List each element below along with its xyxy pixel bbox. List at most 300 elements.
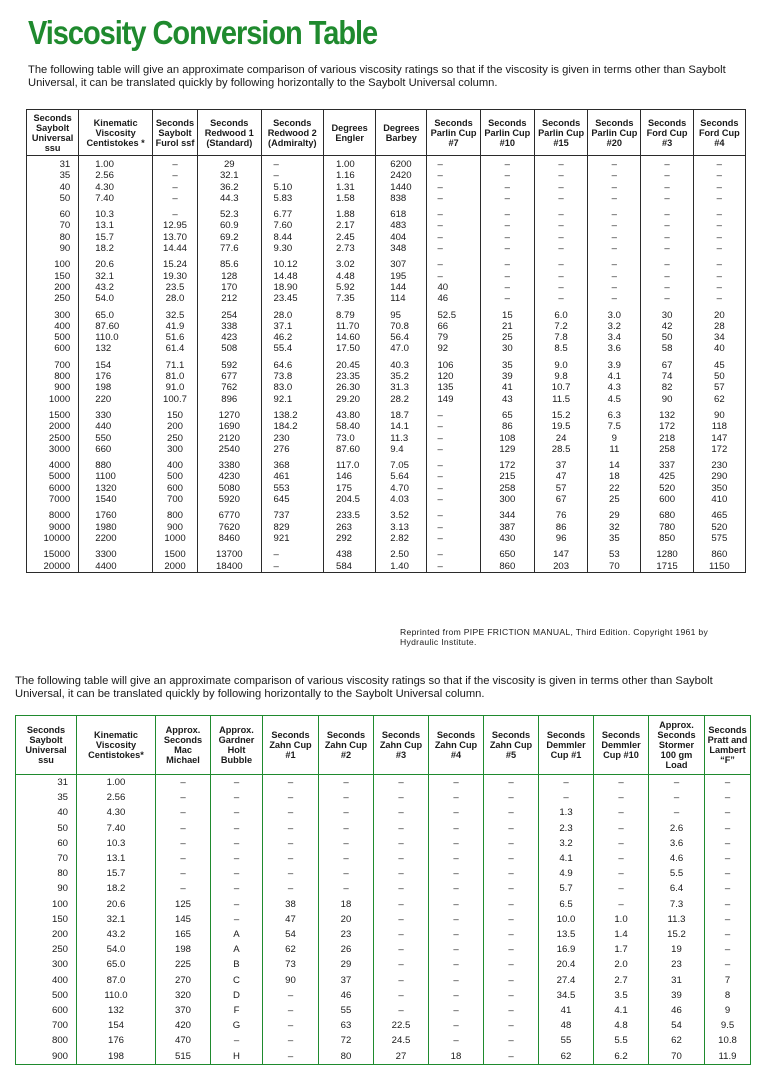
table-cell: 28.0 [152, 293, 197, 304]
table-cell: – [427, 271, 480, 282]
column-header: Seconds Saybolt Universal ssu [27, 110, 79, 156]
table-cell: 67 [534, 494, 587, 505]
table-cell: 4.8 [594, 1018, 649, 1033]
table-cell: 18 [588, 471, 641, 482]
table-cell: – [427, 544, 480, 560]
table-cell: – [534, 293, 587, 304]
table-cell: – [484, 1018, 539, 1033]
table-cell: 29 [319, 957, 374, 972]
table-cell: – [480, 232, 534, 243]
table-cell: 145 [156, 912, 211, 927]
table-cell: 404 [376, 232, 427, 243]
table-cell: 3.9 [588, 355, 641, 371]
table-cell: 31 [27, 156, 79, 171]
table-cell: – [261, 156, 323, 171]
table-cell: 7000 [27, 494, 79, 505]
table-cell: 46 [427, 293, 480, 304]
table-cell: 20.4 [539, 957, 594, 972]
table-cell: – [534, 193, 587, 204]
table-cell: – [641, 193, 693, 204]
table-cell: – [594, 805, 649, 820]
table-cell: 4.6 [649, 851, 705, 866]
column-header: Seconds Ford Cup #4 [693, 110, 745, 156]
table-cell: 258 [480, 483, 534, 494]
table-cell: 2000 [27, 421, 79, 432]
table-cell: – [427, 204, 480, 220]
table-cell: 8000 [27, 505, 79, 521]
table-cell: 56.4 [376, 332, 427, 343]
table-cell: – [263, 790, 319, 805]
table-cell: 737 [261, 505, 323, 521]
table-cell: – [374, 912, 429, 927]
table-cell: 300 [480, 494, 534, 505]
table-cell: 90 [641, 394, 693, 405]
table-cell: 24 [534, 433, 587, 444]
table-cell: – [374, 1003, 429, 1018]
table-cell: 55 [319, 1003, 374, 1018]
table-cell: 20.6 [79, 254, 153, 270]
table-cell: 86 [480, 421, 534, 432]
table-cell: – [594, 836, 649, 851]
table-cell: – [705, 866, 751, 881]
table-cell: – [480, 156, 534, 171]
table-cell: 18.7 [376, 405, 427, 421]
table-cell: 11.9 [705, 1049, 751, 1065]
table-cell: – [534, 254, 587, 270]
table-row [27, 433, 746, 444]
table-row [16, 1049, 751, 1065]
table-cell: – [705, 775, 751, 791]
table-cell: 74 [641, 371, 693, 382]
table-cell: – [427, 444, 480, 455]
table-cell: 83.0 [261, 382, 323, 393]
table-cell: 10.3 [79, 204, 153, 220]
table-row [27, 483, 746, 494]
table-cell: – [211, 881, 263, 896]
table-cell: – [480, 182, 534, 193]
table-cell: – [374, 805, 429, 820]
table-cell: 175 [324, 483, 376, 494]
table-cell: 73.0 [324, 433, 376, 444]
table-cell: – [649, 775, 705, 791]
column-header: Kinematic Viscosity Centistokes * [79, 110, 153, 156]
table-cell: 150 [16, 912, 77, 927]
table-cell: 1.00 [79, 156, 153, 171]
table-cell: 62 [539, 1049, 594, 1065]
table-row [16, 897, 751, 912]
table-cell: – [588, 220, 641, 231]
table-cell: – [705, 805, 751, 820]
table-cell: 215 [480, 471, 534, 482]
table-cell: 15 [480, 305, 534, 321]
table-cell: – [429, 988, 484, 1003]
table-cell: 600 [152, 483, 197, 494]
table-cell: 80 [16, 866, 77, 881]
table-cell: – [484, 866, 539, 881]
table-cell: – [374, 866, 429, 881]
table-cell: – [261, 544, 323, 560]
table-cell: 80 [319, 1049, 374, 1065]
table-cell: – [427, 561, 480, 573]
column-header: Seconds Pratt and Lambert “F” [705, 716, 751, 775]
table-row [16, 1018, 751, 1033]
table-cell: 31 [16, 775, 77, 791]
table-cell: – [693, 204, 745, 220]
table-cell: – [429, 836, 484, 851]
table-row [27, 371, 746, 382]
table-cell: – [534, 232, 587, 243]
table-row [16, 821, 751, 836]
column-header: Seconds Demmler Cup #1 [539, 716, 594, 775]
table-cell: 50 [641, 332, 693, 343]
table-cell: 2120 [198, 433, 262, 444]
table-cell: 23 [319, 927, 374, 942]
table-cell: 4.9 [539, 866, 594, 881]
table-cell: 144 [376, 282, 427, 293]
table-cell: 60 [16, 836, 77, 851]
table-cell: 2.50 [376, 544, 427, 560]
table-cell: – [427, 533, 480, 544]
table-cell: 19.30 [152, 271, 197, 282]
table-cell: 290 [693, 471, 745, 482]
table-cell: 7.05 [376, 455, 427, 471]
table-row [16, 881, 751, 896]
table-cell: 7.8 [534, 332, 587, 343]
table-cell: 3.2 [539, 836, 594, 851]
table-cell: 11.70 [324, 321, 376, 332]
table-cell: – [480, 271, 534, 282]
table-cell: – [705, 912, 751, 927]
table-cell: 5.92 [324, 282, 376, 293]
column-header: Seconds Parlin Cup #20 [588, 110, 641, 156]
table-cell: 15.2 [534, 405, 587, 421]
table-row [27, 394, 746, 405]
table-cell: 110.0 [77, 988, 156, 1003]
table-cell: 230 [693, 455, 745, 471]
table-cell: – [263, 988, 319, 1003]
column-header: Seconds Redwood 1 (Standard) [198, 110, 262, 156]
table-cell: 5.10 [261, 182, 323, 193]
table-cell: 19 [649, 942, 705, 957]
table-cell: 5.7 [539, 881, 594, 896]
table-cell: 147 [534, 544, 587, 560]
credit-note: Reprinted from PIPE FRICTION MANUAL, Third Edition. Copyright 1961 by Hydraulic Institute. [400, 627, 709, 647]
table-cell: 38 [263, 897, 319, 912]
table-cell: – [156, 821, 211, 836]
table-cell: 584 [324, 561, 376, 573]
table-cell: 77.6 [198, 243, 262, 254]
table-cell: 1.40 [376, 561, 427, 573]
table-cell: 2540 [198, 444, 262, 455]
table-cell: A [211, 927, 263, 942]
table-cell: 19.5 [534, 421, 587, 432]
table-row [27, 505, 746, 521]
table-cell: 9 [705, 1003, 751, 1018]
table-row [27, 533, 746, 544]
table-cell: – [429, 942, 484, 957]
table-cell: 65.0 [79, 305, 153, 321]
table-cell: 80 [27, 232, 79, 243]
table-cell: 1690 [198, 421, 262, 432]
table-cell: 292 [324, 533, 376, 544]
table-cell: 44.3 [198, 193, 262, 204]
table-cell: – [263, 866, 319, 881]
table-cell: – [693, 232, 745, 243]
table-cell: 203 [534, 561, 587, 573]
table-row [27, 355, 746, 371]
table-cell: – [693, 254, 745, 270]
table-cell: 4.30 [77, 805, 156, 820]
table-cell: 440 [79, 421, 153, 432]
table-cell: 650 [480, 544, 534, 560]
table-cell: 200 [152, 421, 197, 432]
table-cell: 24.5 [374, 1033, 429, 1048]
table-cell: 100.7 [152, 394, 197, 405]
table-cell: – [427, 471, 480, 482]
table-cell: 15.7 [77, 866, 156, 881]
table-cell: 32.5 [152, 305, 197, 321]
table-cell: 1.58 [324, 193, 376, 204]
table-cell: 3.6 [649, 836, 705, 851]
table-cell: B [211, 957, 263, 972]
table-cell: 106 [427, 355, 480, 371]
table-cell: 20 [319, 912, 374, 927]
table-cell: 8 [705, 988, 751, 1003]
table-cell: 184.2 [261, 421, 323, 432]
table-cell: 370 [156, 1003, 211, 1018]
table-cell: – [594, 775, 649, 791]
table-cell: – [429, 851, 484, 866]
table-cell: – [594, 881, 649, 896]
table-cell: 5.64 [376, 471, 427, 482]
table-cell: – [534, 182, 587, 193]
table-cell: 762 [198, 382, 262, 393]
table-cell: 46 [649, 1003, 705, 1018]
table-cell: 3000 [27, 444, 79, 455]
table-cell: – [152, 156, 197, 171]
table-cell: 35 [16, 790, 77, 805]
table-cell: – [649, 805, 705, 820]
table-cell: – [427, 220, 480, 231]
table-cell: 600 [27, 343, 79, 354]
table-cell: 4.1 [594, 1003, 649, 1018]
table-cell: 14.1 [376, 421, 427, 432]
table-cell: – [641, 232, 693, 243]
table-cell: 2.7 [594, 973, 649, 988]
table-cell: 30 [641, 305, 693, 321]
table-cell: 1.00 [324, 156, 376, 171]
table-cell: – [705, 821, 751, 836]
table-cell: 10.12 [261, 254, 323, 270]
table-cell: – [480, 293, 534, 304]
table-cell: 1.3 [539, 805, 594, 820]
table-cell: – [588, 293, 641, 304]
column-header: Degrees Engler [324, 110, 376, 156]
table-cell: 2.56 [79, 170, 153, 181]
column-header: Kinematic Viscosity Centistokes* [77, 716, 156, 775]
table-cell: – [374, 973, 429, 988]
table-cell: 176 [79, 371, 153, 382]
table-row [16, 1003, 751, 1018]
table-cell: – [484, 942, 539, 957]
table-cell: 149 [427, 394, 480, 405]
table-cell: 250 [27, 293, 79, 304]
table-cell: – [705, 851, 751, 866]
table-cell: 8.5 [534, 343, 587, 354]
table-cell: – [693, 182, 745, 193]
table-row [27, 282, 746, 293]
table-cell: – [427, 505, 480, 521]
table-2-header-row [16, 716, 751, 775]
table-cell: 300 [27, 305, 79, 321]
viscosity-table-2 [15, 715, 751, 1065]
table-row [16, 790, 751, 805]
table-row [27, 254, 746, 270]
table-cell: 40 [16, 805, 77, 820]
table-cell: 838 [376, 193, 427, 204]
table-cell: – [429, 821, 484, 836]
table-cell: 39 [649, 988, 705, 1003]
table-cell: – [427, 494, 480, 505]
table-row [27, 405, 746, 421]
table-cell: 165 [156, 927, 211, 942]
table-cell: 87.0 [77, 973, 156, 988]
table-cell: 50 [27, 193, 79, 204]
table-cell: 700 [16, 1018, 77, 1033]
table-cell: – [319, 866, 374, 881]
table-row [16, 1033, 751, 1048]
table-row [27, 444, 746, 455]
table-cell: 465 [693, 505, 745, 521]
table-cell: – [429, 912, 484, 927]
table-cell: – [641, 156, 693, 171]
table-cell: – [484, 775, 539, 791]
table-cell: 25 [588, 494, 641, 505]
table-cell: – [263, 775, 319, 791]
table-cell: – [594, 851, 649, 866]
table-cell: 700 [27, 355, 79, 371]
table-cell: 307 [376, 254, 427, 270]
table-cell: 270 [156, 973, 211, 988]
table-cell: – [641, 182, 693, 193]
table-row [27, 471, 746, 482]
table-cell: 114 [376, 293, 427, 304]
table-cell: – [693, 282, 745, 293]
table-cell: 41 [480, 382, 534, 393]
table-cell: 20.45 [324, 355, 376, 371]
table-cell: 23.35 [324, 371, 376, 382]
table-cell: – [211, 1033, 263, 1048]
table-cell: 54 [263, 927, 319, 942]
table-cell: 2.45 [324, 232, 376, 243]
table-cell: – [641, 170, 693, 181]
table-cell: 350 [693, 483, 745, 494]
table-cell: – [480, 193, 534, 204]
table-row [16, 851, 751, 866]
table-row [27, 243, 746, 254]
table-cell: 7.3 [649, 897, 705, 912]
table-cell: – [211, 790, 263, 805]
table-cell: 92.1 [261, 394, 323, 405]
column-header: Approx. Seconds Mac Michael [156, 716, 211, 775]
table-cell: 3.4 [588, 332, 641, 343]
table-cell: – [429, 973, 484, 988]
table-2-body [16, 775, 751, 1065]
table-cell: 5.5 [594, 1033, 649, 1048]
table-cell: 21 [480, 321, 534, 332]
table-cell: 520 [693, 522, 745, 533]
table-cell: – [484, 957, 539, 972]
table-row [27, 204, 746, 220]
table-cell: 13700 [198, 544, 262, 560]
table-cell: 55.4 [261, 343, 323, 354]
table-cell: – [641, 293, 693, 304]
table-cell: 28 [693, 321, 745, 332]
table-cell: 645 [261, 494, 323, 505]
table-row [27, 293, 746, 304]
column-header: Seconds Ford Cup #3 [641, 110, 693, 156]
table-cell: 5080 [198, 483, 262, 494]
table-cell: 17.50 [324, 343, 376, 354]
table-cell: 6.2 [594, 1049, 649, 1065]
table-cell: 1280 [641, 544, 693, 560]
table-cell: 95 [376, 305, 427, 321]
table-cell: – [427, 243, 480, 254]
table-cell: 6.3 [588, 405, 641, 421]
table-cell: – [156, 866, 211, 881]
column-header: Seconds Parlin Cup #7 [427, 110, 480, 156]
table-cell: G [211, 1018, 263, 1033]
table-cell: 51.6 [152, 332, 197, 343]
table-cell: 4.1 [588, 371, 641, 382]
table-cell: – [693, 156, 745, 171]
table-cell: 618 [376, 204, 427, 220]
table-cell: 67 [641, 355, 693, 371]
table-cell: 520 [641, 483, 693, 494]
table-cell: 15.7 [79, 232, 153, 243]
table-cell: 28.5 [534, 444, 587, 455]
table-row [27, 182, 746, 193]
table-cell: – [480, 220, 534, 231]
table-cell: 43.2 [77, 927, 156, 942]
table-cell: 100 [27, 254, 79, 270]
table-cell: 54.0 [79, 293, 153, 304]
table-cell: 118 [693, 421, 745, 432]
table-cell: 225 [156, 957, 211, 972]
table-cell: – [693, 271, 745, 282]
table-cell: – [211, 866, 263, 881]
table-cell: 9000 [27, 522, 79, 533]
table-cell: – [374, 988, 429, 1003]
table-cell: – [263, 1003, 319, 1018]
table-cell: 46.2 [261, 332, 323, 343]
table-cell: 800 [152, 505, 197, 521]
table-cell: 410 [693, 494, 745, 505]
table-cell: – [641, 220, 693, 231]
table-cell: – [484, 836, 539, 851]
table-cell: – [534, 204, 587, 220]
table-cell: 508 [198, 343, 262, 354]
table-cell: 500 [152, 471, 197, 482]
table-cell: 18 [319, 897, 374, 912]
table-cell: 36.2 [198, 182, 262, 193]
table-cell: – [211, 851, 263, 866]
table-cell: – [263, 836, 319, 851]
table-cell: – [263, 1049, 319, 1065]
table-cell: – [427, 232, 480, 243]
table-cell: 87.60 [79, 321, 153, 332]
column-header: Seconds Redwood 2 (Admiralty) [261, 110, 323, 156]
